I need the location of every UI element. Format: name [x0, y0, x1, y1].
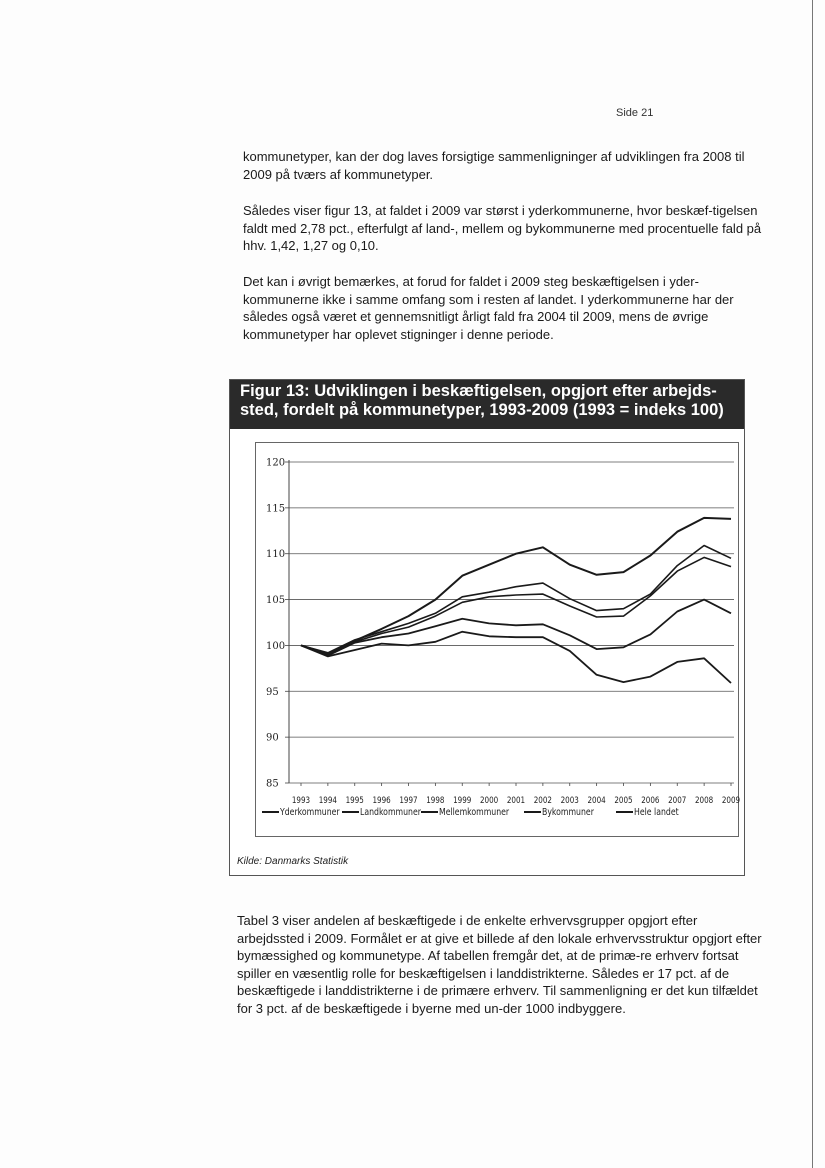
y-tick-label-120: 120: [266, 457, 286, 469]
y-tick-label-90: 90: [266, 732, 279, 744]
x-tick-label-1995: 1995: [345, 794, 364, 806]
paragraph-1: kommunetyper, kan der dog laves forsigtige sammenligninger af udviklingen fra 2008 til 2009 på tværs af kommunetyper.: [243, 149, 745, 182]
legend-label-landkommuner: Landkommuner: [360, 807, 421, 819]
legend-label-yderkommuner: Yderkommuner: [280, 807, 340, 819]
y-tick-label-105: 105: [266, 595, 286, 607]
x-tick-label-1993: 1993: [291, 794, 311, 806]
x-tick-label-1996: 1996: [372, 794, 391, 806]
figure-title: [230, 380, 744, 429]
line-chart: [256, 443, 741, 836]
x-tick-label-2003: 2003: [560, 794, 579, 806]
y-tick-label-95: 95: [266, 686, 279, 698]
x-tick-label-1998: 1998: [426, 794, 445, 806]
paragraph-4: Tabel 3 viser andelen af beskæftigede i de enkelte erhvervsgrupper opgjort efter arbejdssted i 2009. Formålet er at give et billede af den lokale erhvervsstruktur opgjort efter bymæssighed og kommunetype. Af tabellen fremgår det, at de primæ-re erhverv fortsat spiller en væsentlig rolle for beskæftigelsen i landdistrikterne. Således er 17 pct. af de beskæftigede i landdistrikterne i de primære erhverv. Til sammenligning er det kun tilfældet for 3 pct. af de beskæftigede i byerne med un-der 1000 indbyggere.: [237, 913, 762, 1016]
figure-title-line-2: sted, fordelt på kommunetyper, 1993-2009 (1993 = indeks 100): [240, 401, 724, 419]
x-tick-label-2005: 2005: [614, 794, 633, 806]
x-tick-label-2008: 2008: [694, 794, 714, 806]
x-tick-label-1999: 1999: [453, 794, 472, 806]
x-tick-label-2004: 2004: [587, 794, 606, 806]
paragraph-2: Således viser figur 13, at faldet i 2009 var størst i yderkommunerne, hvor beskæf-tigelsen faldt med 2,78 pct., efterfulgt af land-, mellem og bykommunerne med procentuelle fald på hhv. 1,42, 1,27 og 0,10.: [243, 203, 762, 253]
x-tick-label-2007: 2007: [668, 794, 687, 806]
figure-source: Kilde: Danmarks Statistik: [237, 856, 349, 867]
x-tick-label-2001: 2001: [506, 794, 526, 806]
series-line-bykommuner: [301, 518, 731, 654]
figure-13: [229, 379, 745, 876]
page-number: Side 21: [616, 107, 654, 119]
legend-label-mellemkommuner: Mellemkommuner: [439, 807, 510, 819]
legend-label-bykommuner: Bykommuner: [542, 807, 594, 819]
y-tick-label-110: 110: [266, 549, 286, 561]
x-tick-label-2006: 2006: [641, 794, 660, 806]
x-tick-label-2009: 2009: [721, 794, 741, 806]
y-tick-label-100: 100: [266, 640, 286, 652]
y-tick-label-85: 85: [266, 778, 279, 790]
x-tick-label-1994: 1994: [318, 794, 338, 806]
figure-title-line-1: Figur 13: Udviklingen i beskæftigelsen, opgjort efter arbejds-: [240, 382, 717, 400]
y-tick-label-115: 115: [266, 503, 286, 515]
chart-frame: [255, 442, 739, 837]
x-tick-label-2002: 2002: [533, 794, 553, 806]
legend-label-hele-landet: Hele landet: [634, 807, 679, 819]
paragraph-3: Det kan i øvrigt bemærkes, at forud for faldet i 2009 steg beskæftigelsen i yder-kommunerne ikke i samme omfang som i resten af landet. I yderkommunerne har der således også været et gennemsnitligt årligt fald fra 2004 til 2009, mens de øvrige kommunetyper har oplevet stigninger i denne periode.: [243, 274, 734, 342]
series-line-yderkommuner: [301, 632, 731, 683]
x-tick-label-2000: 2000: [479, 794, 499, 806]
x-tick-label-1997: 1997: [399, 794, 418, 806]
page-edge-line: [812, 0, 813, 1168]
